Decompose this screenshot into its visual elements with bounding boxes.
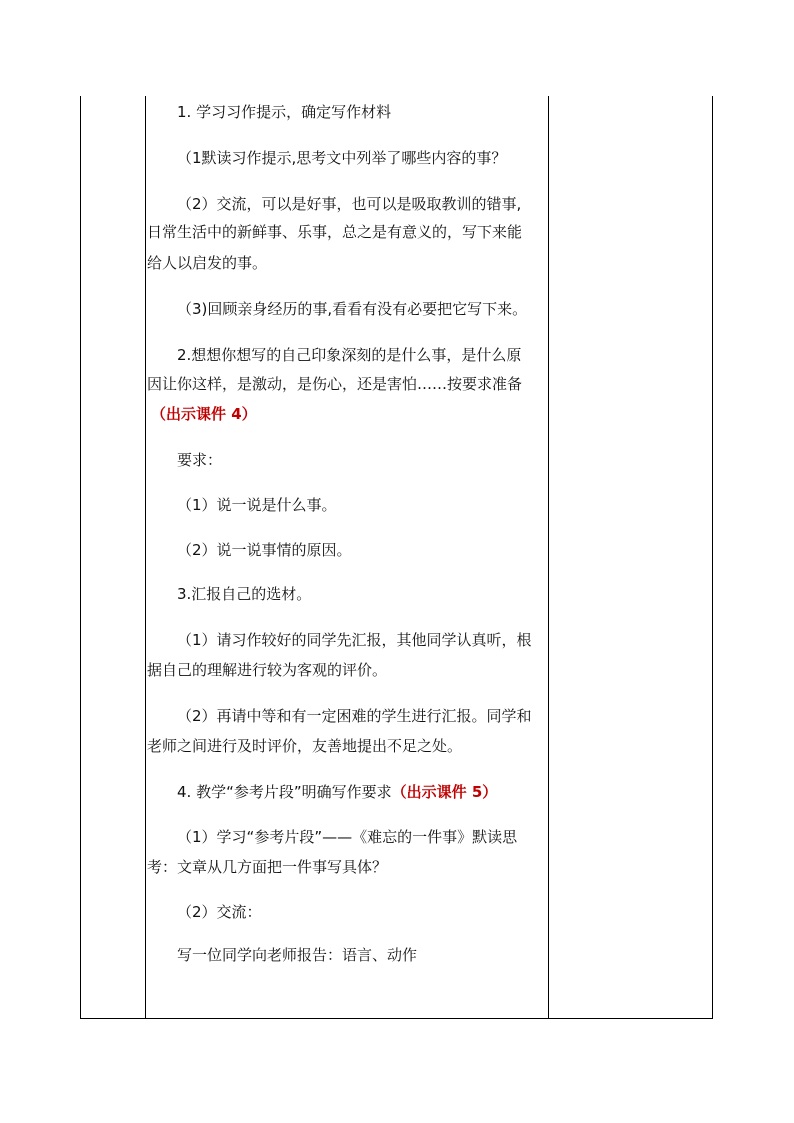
step-3-item-2: （2）再请中等和有一定困难的学生进行汇报。同学和 xyxy=(177,707,532,725)
step-4-heading xyxy=(177,778,577,806)
step-1-item-1: （1默读习作提示,思考文中列举了哪些内容的事？ xyxy=(177,149,507,167)
requirement-2: （2）说一说事情的原因。 xyxy=(177,541,352,559)
step-4-item-1-cont: 考：文章从几方面把一件事写具体？ xyxy=(147,858,388,876)
requirements-label: 要求： xyxy=(177,451,223,469)
step-1-heading: 1. 学习习作提示，确定写作材料 xyxy=(177,103,392,121)
step-4-item-3: 写一位同学向老师报告：语言、动作 xyxy=(177,946,418,964)
requirement-1: （1）说一说是什么事。 xyxy=(177,496,337,514)
step-4-item-1: （1）学习“参考片段”——《难忘的一件事》默读思 xyxy=(177,828,518,846)
step-4-text: 4. 教学“参考片段”明确写作要求 xyxy=(177,783,392,801)
courseware-label-5: （出示课件 5） xyxy=(391,783,498,801)
table-border-left xyxy=(80,96,81,1019)
step-1-item-2-cont2: 给人以启发的事。 xyxy=(147,254,268,272)
step-2-heading: 2.想想你想写的自己印象深刻的是什么事，是什么原 xyxy=(177,346,522,364)
step-3-item-1: （1）请习作较好的同学先汇报，其他同学认真听，根 xyxy=(177,631,532,649)
step-3-heading: 3.汇报自己的选材。 xyxy=(177,585,312,603)
table-border-right xyxy=(712,96,713,1019)
courseware-label-4: （出示课件 4） xyxy=(151,405,257,423)
table-border-bottom xyxy=(80,1018,713,1019)
step-3-item-1-cont: 据自己的理解进行较为客观的评价。 xyxy=(147,661,388,679)
step-3-item-2-cont: 老师之间进行及时评价，友善地提出不足之处。 xyxy=(147,737,463,755)
table-divider-1 xyxy=(145,96,146,1019)
step-4-item-2: （2）交流： xyxy=(177,903,262,921)
step-1-item-2: （2）交流，可以是好事，也可以是吸取教训的错事, xyxy=(177,195,522,213)
step-1-item-3: （3)回顾亲身经历的事,看看有没有必要把它写下来。 xyxy=(177,300,528,318)
step-1-item-2-cont: 日常生活中的新鲜事、乐事，总之是有意义的，写下来能 xyxy=(147,223,523,241)
step-2-cont: 因让你这样，是激动，是伤心，还是害怕……按要求准备 xyxy=(147,375,523,393)
